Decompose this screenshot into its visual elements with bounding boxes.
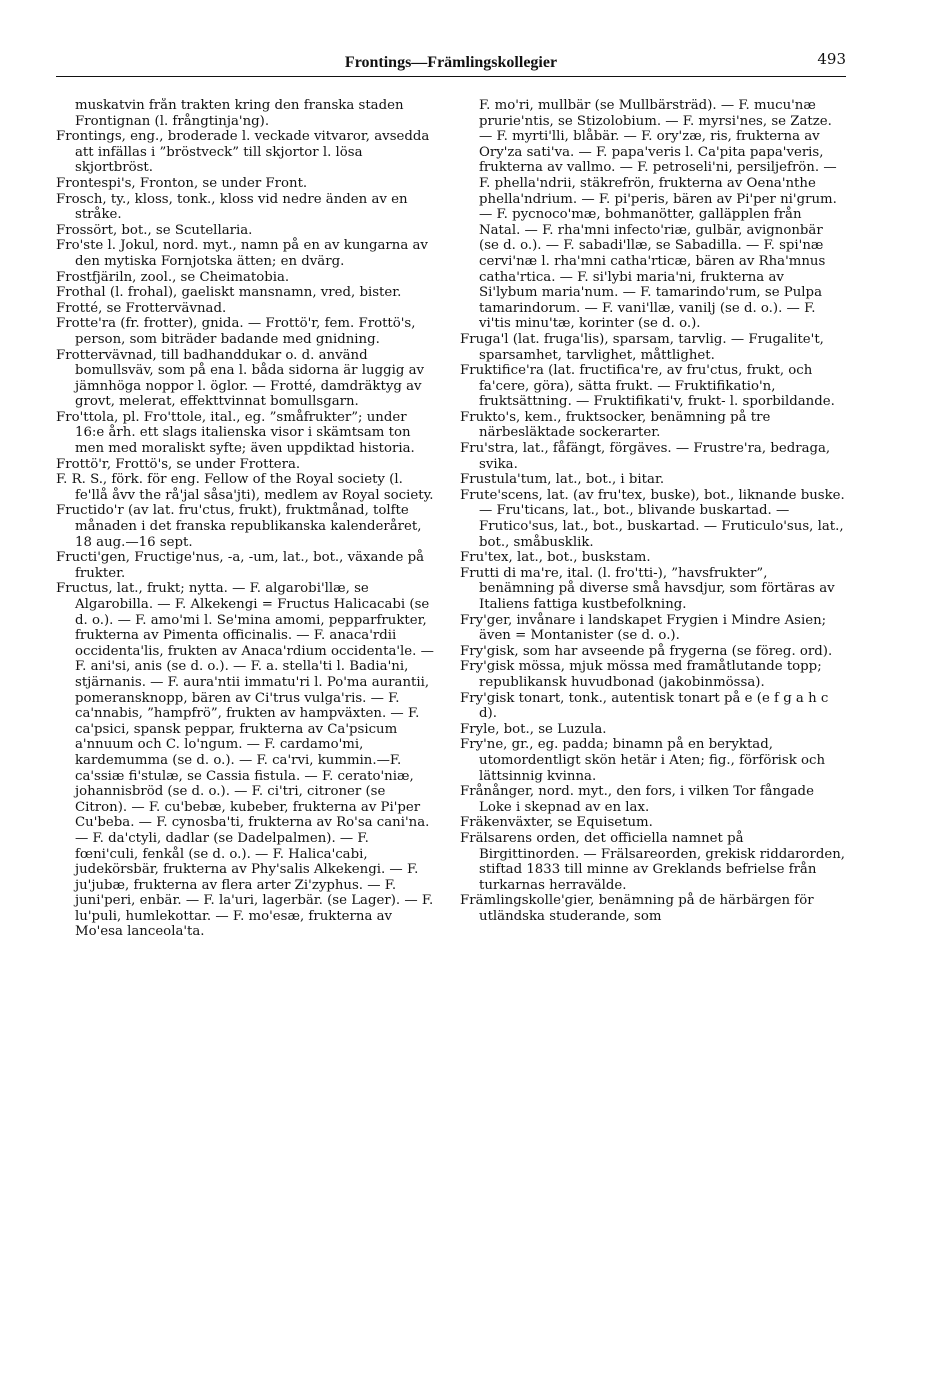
- dictionary-entry: Fru'tex, lat., bot., buskstam.: [460, 550, 651, 566]
- dictionary-entry: F. mo'ri, mullbär (se Mullbärsträd). — F. mucu'næ prurie'ntis, se Stizolobium. — F. myrsi'nes, se Zatze. — F. myrti'lli, blåbär. — F. ory'zæ, ris, frukterna av Ory'za sati'va. — F. papa'veris l. Ca'pita papa'veris, frukterna av vallmo. — F. petroseli'ni, persiljefrön. — F. phella'ndrii, stäkrefrön, frukterna av Oena'nthe phella'ndrium. — F. pi'peris, bären av Pi'per ni'grum. — F. pycnoco'mæ, bohmanötter, galläpplen från Natal. — F. rha'mni infecto'riæ, gulbär, avignonbär (se d. o.). — F. sabadi'llæ, se Sabadilla. — F. spi'næ cervi'næ l. rha'mni catha'rticæ, bären av Rha'mnus catha'rtica. — F. si'lybi maria'ni, frukterna av Si'lybum maria'num. — F. tamarindo'rum, se Pulpa tamarindorum. — F. vani'llæ, vanilj (se d. o.). — F. vi'tis minu'tæ, korinter (se d. o.).: [479, 98, 837, 332]
- dictionary-entry: Frottervävnad, till badhanddukar o. d. använd bomullsväv, som på ena l. båda sidorna är luggig av jämnhöga noppor l. öglor. — Frotté, damdräktyg av grovt, melerat, effekttvinnat bomullsgarn.: [56, 347, 425, 410]
- dictionary-entry: Fro'ttola, pl. Fro'ttole, ital., eg. ”småfrukter”; under 16:e årh. ett slags italienska visor i skämtsam ton men med moraliskt syfte; även uppdiktad historia.: [56, 409, 415, 457]
- header-rule: [56, 76, 846, 77]
- right-column: [460, 98, 846, 1363]
- dictionary-entry: F. R. S., förk. för eng. Fellow of the Royal society (l. fe'llå åvv the rå'jal såsa'jti), medlem av Royal society.: [56, 472, 434, 503]
- dictionary-entry: Fru'stra, lat., fåfängt, förgäves. — Frustre'ra, bedraga, svika.: [460, 441, 831, 472]
- dictionary-entry: Fro'ste l. Jokul, nord. myt., namn på en av kungarna av den mytiska Fornjotska ätten; en dvärg.: [56, 238, 428, 269]
- dictionary-entry: Frustula'tum, lat., bot., i bitar.: [460, 472, 665, 488]
- dictionary-entry: Fructus, lat., frukt; nytta. — F. algarobi'llæ, se Algarobilla. — F. Alkekengi = Fructus Halicacabi (se d. o.). — F. amo'mi l. Se'mina amomi, pepparfrukter, frukterna av Pimenta officinalis. — F. anaca'rdii occidenta'lis, frukten av Anaca'rdium occidenta'le. — F. ani'si, anis (se d. o.). — F. a. stella'ti l. Badia'ni, stjärnanis. — F. aura'ntii immatu'ri l. Po'ma aurantii, pomeransknopp, bären av Ci'trus vulga'ris. — F. ca'nnabis, ”hampfrö”, frukten av hampväxten. — F. ca'psici, spansk peppar, frukterna av Ca'psicum a'nnuum och C. lo'ngum. — F. cardamo'mi, kardemumma (se d. o.). — F. ca'rvi, kummin.—F. ca'ssiæ fi'stulæ, se Cassia fistula. — F. cerato'niæ, johannisbröd (se d. o.). — F. ci'tri, citroner (se Citron). — F. cu'bebæ, kubeber, frukterna av Pi'per Cu'beba. — F. cynosba'ti, frukterna av Ro'sa cani'na. — F. da'ctyli, dadlar (se Dadelpalmen). — F. fœni'culi, fenkål (se d. o.). — F. Halica'cabi, judekörsbär, frukterna av Phy'salis Alkekengi. — F. ju'jubæ, frukterna av flera arter Zi'zyphus. — F. juni'peri, enbär. — F. la'uri, lagerbär. (se Lager). — F. lu'puli, humlekottar. — F. mo'esæ, frukterna av Mo'esa lanceola'ta.: [56, 581, 434, 940]
- dictionary-entry: Frontespi's, Fronton, se under Front.: [56, 175, 308, 191]
- dictionary-entry: Frånånger, nord. myt., den fors, i vilken Tor fångade Loke i skepnad av en lax.: [460, 784, 814, 815]
- dictionary-entry: Fry'gisk mössa, mjuk mössa med framåtlutande topp; republikansk huvudbonad (jakobinmössa).: [460, 659, 822, 690]
- dictionary-entry: Fryle, bot., se Luzula.: [460, 721, 607, 737]
- dictionary-entry: Frälsarens orden, det officiella namnet på Birgittinorden. — Frälsareorden, grekisk riddarorden, stiftad 1833 till minne av Greklands befrielse från turkarnas herravälde.: [460, 830, 846, 893]
- left-column: [56, 98, 436, 1363]
- dictionary-entry: Frostfjäriln, zool., se Cheimatobia.: [56, 269, 290, 285]
- dictionary-entry: Fruktifice'ra (lat. fructifica're, av fru'ctus, frukt, och fa'cere, göra), sätta frukt. — Fruktifikatio'n, fruktsättning. — Fruktifikati'v, frukt- l. sporbildande.: [460, 363, 835, 410]
- dictionary-entry: Fry'ger, invånare i landskapet Frygien i Mindre Asien; även = Montanister (se d. o.).: [460, 612, 827, 644]
- dictionary-entry: Frontings, eng., broderade l. veckade vitvaror, avsedda att infällas i ”bröstveck” till skjortor l. lösa skjortbröst.: [56, 129, 430, 176]
- dictionary-entry: Frothal (l. frohal), gaeliskt mansnamn, vred, bister.: [56, 285, 402, 301]
- dictionary-entry: Frosch, ty., kloss, tonk., kloss vid nedre änden av en stråke.: [56, 191, 408, 223]
- dictionary-entry: Frossört, bot., se Scutellaria.: [56, 222, 253, 238]
- dictionary-entry: Frukto's, kem., fruktsocker, benämning på tre närbesläktade sockerarter.: [460, 409, 771, 441]
- page-header: [56, 50, 846, 76]
- running-title: Frontings—Främlingskollegier: [344, 54, 558, 71]
- dictionary-entry: Fräkenväxter, se Equisetum.: [460, 815, 653, 831]
- page-number: 493: [817, 50, 846, 68]
- dictionary-entry: Fructido'r (av lat. fru'ctus, frukt), fruktmånad, tolfte månaden i det franska republikanska kalenderåret, 18 aug.—16 sept.: [56, 503, 422, 550]
- dictionary-entry: Fructi'gen, Fructige'nus, -a, -um, lat., bot., växande på frukter.: [56, 550, 425, 581]
- dictionary-entry: Fruga'l (lat. fruga'lis), sparsam, tarvlig. — Frugalite't, sparsamhet, tarvlighet, måttlighet.: [460, 331, 824, 363]
- dictionary-entry: Frotté, se Frottervävnad.: [56, 300, 227, 316]
- dictionary-entry: Frutti di ma're, ital. (l. fro'tti-), ”havsfrukter”, benämning på diverse små havsdjur, som förtäras av Italiens fattiga kustbefolkning.: [460, 565, 835, 612]
- dictionary-entry: muskatvin från trakten kring den franska staden Frontignan (l. frångtinja'ng).: [75, 98, 404, 129]
- dictionary-entry: Fry'ne, gr., eg. padda; binamn på en beryktad, utomordentligt skön hetär i Aten; fig., förförisk och lättsinnig kvinna.: [460, 737, 826, 784]
- dictionary-entry: Främlingskolle'gier, benämning på de härbärgen för utländska studerande, som: [460, 893, 814, 924]
- dictionary-entry: Fry'gisk, som har avseende på frygerna (se föreg. ord).: [460, 643, 833, 659]
- dictionary-entry: Fry'gisk tonart, tonk., autentisk tonart på e (e f g a h c d).: [460, 690, 829, 722]
- dictionary-entry: Frottö'r, Frottö's, se under Frottera.: [56, 456, 301, 472]
- dictionary-entry: Frute'scens, lat. (av fru'tex, buske), bot., liknande buske. — Fru'ticans, lat., bot., blivande buskartad. — Frutico'sus, lat., bot., buskartad. — Fruticulo'sus, lat., bot., småbusklik.: [460, 487, 845, 550]
- dictionary-entry: Frotte'ra (fr. frotter), gnida. — Frottö'r, fem. Frottö's, person, som biträder badande med gnidning.: [56, 316, 416, 347]
